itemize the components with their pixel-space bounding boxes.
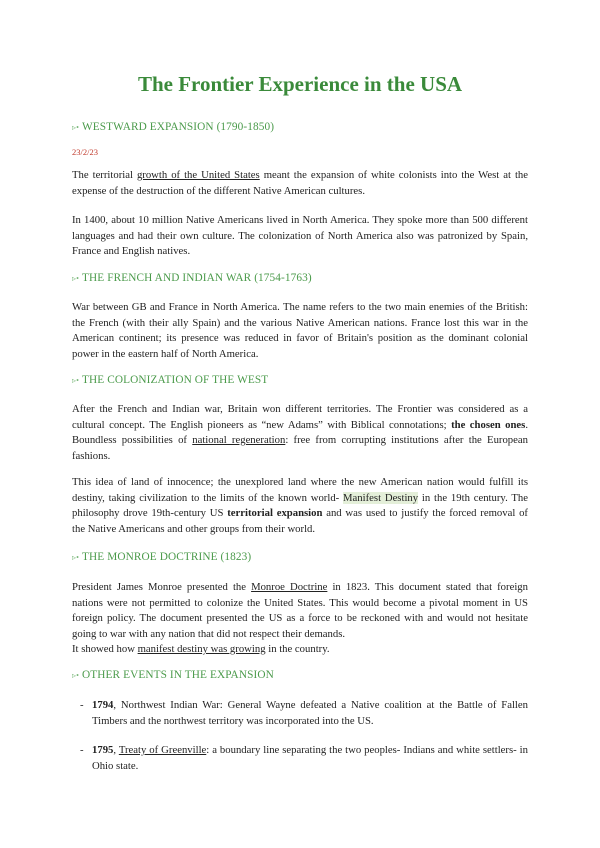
heading-marker-icon: ▹• [72,553,80,562]
heading-text: OTHER EVENTS IN THE EXPANSION [82,669,274,681]
paragraph-frontier-concept: After the French and Indian war, Britain won different territories. The Frontier was considered as a cultural concept. The English pioneers as “new Adams” with Biblical connotations; the chosen ones. Boundless possibilities of national regeneration: free from corrupting institutions after the European fashions. [72,403,528,462]
heading-marker-icon: ▹• [72,671,80,680]
underlined-term: national regeneration [192,434,286,446]
heading-marker-icon: ▹• [72,274,80,283]
paragraph-monroe-doctrine: President James Monroe presented the Monroe Doctrine in 1823. This document stated that foreign nations were not permitted to colonize the United States. This would become a pivotal moment in US foreign policy. The document presented the US as a force to be reckoned with and would not hesitate going to war with any nation that did not respect their demands. It showed how manifest destiny was growing in the country. [72,581,528,655]
underlined-term: Treaty of Greenville [118,744,207,756]
underlined-term: Monroe Doctrine [251,581,328,593]
underlined-term: manifest destiny was growing [137,643,266,655]
heading-marker-icon: ▹• [72,376,80,385]
paragraph-native-americans: In 1400, about 10 million Native Americans lived in North America. They spoke more than 500 different languages and had their own culture. The colonization of North America also was patronized by Spain, France and English natives. [72,214,528,257]
heading-text: THE COLONIZATION OF THE WEST [82,374,269,386]
bold-term: the chosen ones [451,418,526,431]
events-list-2 [72,743,528,774]
heading-text: THE MONROE DOCTRINE (1823) [82,551,252,563]
date-label: 23/2/23 [72,147,98,157]
section-heading-monroe-doctrine [72,551,251,563]
paragraph-french-indian-war: War between GB and France in North America. The name refers to the two main enemies of the British: the French (with their ally Spain) and the various Native American nations. France lost this war in the American continent; its presence was reduced in favor of Britain's position as the dominant colonial power in the eastern half of North America. [72,301,528,360]
list-item: - 1794, Northwest Indian War: General Wayne defeated a Native coalition at the Battle of Fallen Timbers and the northwest territory was incorporated into the US. [80,699,528,727]
underlined-term: growth of the United States [136,169,260,181]
section-heading-other-events [72,669,274,681]
heading-text: THE FRENCH AND INDIAN WAR (1754-1763) [82,272,312,284]
event-year: 1795 [92,744,114,756]
section-heading-westward [72,121,274,133]
paragraph-manifest-destiny: This idea of land of innocence; the unexplored land where the new American nation would fulfill its destiny, taking civilization to the limits of the known world- Manifest Destiny in the 19th century. The philosophy drove 19th-century US territorial expansion and was used to justify the forced removal of the Native Americans and other groups from their world. [72,476,528,535]
heading-marker-icon: ▹• [72,123,80,132]
dash-bullet: - [80,744,84,756]
dash-bullet: - [80,699,84,711]
bold-term: territorial expansion [227,507,323,519]
events-list [72,698,528,729]
heading-text: WESTWARD EXPANSION (1790-1850) [82,121,275,133]
highlighted-term: Manifest Destiny [343,491,419,504]
section-heading-colonization [72,374,268,386]
section-heading-french-indian-war [72,272,312,284]
event-year: 1794 [92,699,114,711]
paragraph-territorial-growth: The territorial growth of the United States meant the expansion of white colonists into the West at the expense of the destruction of the different Native American cultures. [72,169,529,197]
page-title: The Frontier Experience in the USA [137,72,463,96]
list-item: - 1795, Treaty of Greenville: a boundary line separating the two peoples- Indians and white settlers- in Ohio state. [80,744,528,772]
